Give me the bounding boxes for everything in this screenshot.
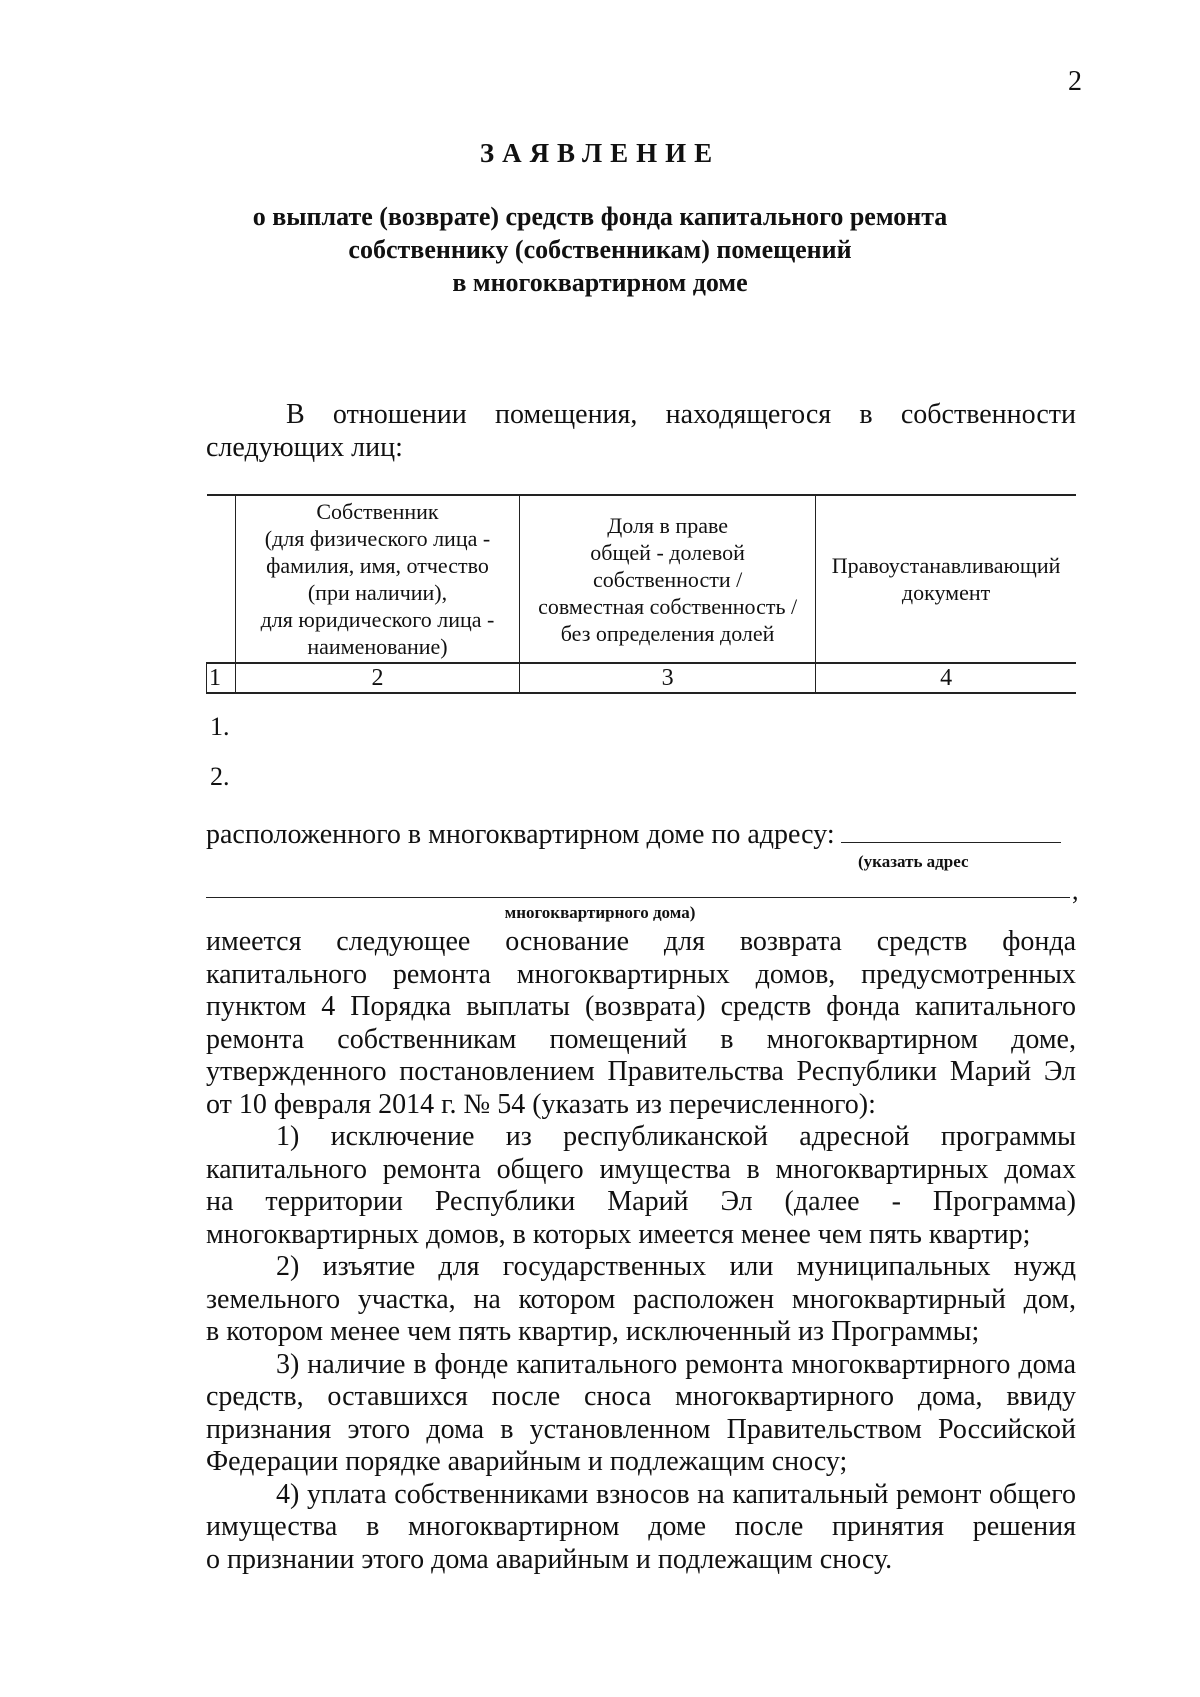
item-line: средств, оставшихся после сноса многоквартирного дома, ввиду: [206, 1381, 1076, 1412]
intro-paragraph: [206, 398, 1076, 464]
item-line: в котором менее чем пять квартир, исключенный из Программы;: [206, 1316, 980, 1347]
header-text: общей - долевой: [590, 539, 745, 565]
body-line: имеется следующее основание для возврата средств фонда: [206, 926, 1076, 957]
header-text: документ: [901, 580, 991, 605]
intro-line: В отношении помещения, находящегося в собственности: [286, 399, 1076, 430]
item-line: о признании этого дома аварийным и подлежащим сносу.: [206, 1543, 893, 1575]
subtitle-line: о выплате (возврате) средств фонда капитального ремонта: [252, 202, 948, 231]
header-text: (при наличии),: [307, 580, 448, 605]
address-hint-continued: многоквартирного дома): [504, 903, 696, 922]
table-header-cell-share: [520, 495, 816, 663]
header-text: для юридического лица -: [260, 607, 495, 632]
header-text: Правоустанавливающий: [831, 553, 1061, 578]
body-line: пунктом 4 Порядка выплаты (возврата) средств фонда капитального: [206, 991, 1076, 1022]
item-line: признания этого дома в установленном Правительством Российской: [206, 1413, 1076, 1445]
body-text: [206, 926, 1076, 1576]
address-hint: (указать адрес: [858, 852, 969, 871]
item-line: 2) изъятие для государственных или муниципальных нужд: [276, 1251, 1076, 1282]
body-line: капитального ремонта многоквартирных домов, предусмотренных: [206, 958, 1076, 990]
item-line: 4) уплата собственниками взносов на капитальный ремонт общего: [276, 1478, 1076, 1510]
header-text: Собственник: [316, 499, 439, 524]
column-number: 2: [235, 663, 519, 693]
page-number: 2: [1068, 66, 1082, 97]
item-line: многоквартирных домов, в которых имеется менее чем пять квартир;: [206, 1218, 1031, 1250]
subtitle-line: в многоквартирном доме: [452, 268, 748, 297]
item-line: имущества в многоквартирном доме после принятия решения: [206, 1511, 1076, 1542]
column-number: 4: [816, 663, 1076, 693]
document-subtitle: [0, 200, 1200, 299]
header-text: собственности /: [593, 566, 743, 592]
table-header-cell-document: [816, 495, 1076, 663]
item-line: 3) наличие в фонде капитального ремонта многоквартирного дома: [276, 1348, 1076, 1380]
header-text: Доля в праве: [607, 512, 728, 538]
item-line: Федерации порядке аварийным и подлежащим сносу;: [206, 1446, 848, 1477]
list-item-number: 2.: [210, 762, 230, 791]
table-header-cell-owner: [235, 495, 519, 663]
address-blank-field-full[interactable]: [206, 897, 1070, 898]
owners-table: [206, 494, 1076, 694]
body-line: ремонта собственникам помещений в многоквартирном доме,: [206, 1023, 1076, 1055]
intro-line: следующих лиц:: [206, 432, 403, 463]
header-text: совместная собственность /: [538, 593, 798, 619]
table-header-row: [207, 495, 1077, 663]
item-line: 1) исключение из республиканской адресной программы: [276, 1121, 1076, 1152]
item-line: земельного участка, на котором расположен многоквартирный дом,: [206, 1283, 1076, 1315]
address-trailing-comma: ,: [1072, 876, 1079, 905]
column-number: 3: [520, 663, 816, 693]
body-line: от 10 февраля 2014 г. № 54 (указать из перечисленного):: [206, 1088, 876, 1120]
header-text: наименование): [307, 634, 448, 659]
header-text: (для физического лица -: [264, 526, 491, 551]
header-text: фамилия, имя, отчество: [266, 553, 489, 578]
address-blank-field[interactable]: [841, 818, 1061, 843]
table-column-number-row: [207, 663, 1077, 693]
item-line: капитального ремонта общего имущества в многоквартирных домах: [206, 1153, 1076, 1185]
subtitle-line: собственнику (собственникам) помещений: [348, 235, 852, 264]
column-number: 1: [207, 663, 236, 693]
table-header-cell-number: [207, 495, 236, 663]
address-line: [206, 818, 1076, 851]
item-line: на территории Республики Марий Эл (далее - Программа): [206, 1186, 1076, 1217]
header-text: без определения долей: [560, 620, 775, 646]
document-title: ЗАЯВЛЕНИЕ: [479, 138, 721, 168]
list-item-number: 1.: [210, 712, 230, 741]
body-line: утвержденного постановлением Правительства Республики Марий Эл: [206, 1056, 1076, 1087]
address-label: расположенного в многоквартирном доме по адресу:: [206, 819, 835, 850]
